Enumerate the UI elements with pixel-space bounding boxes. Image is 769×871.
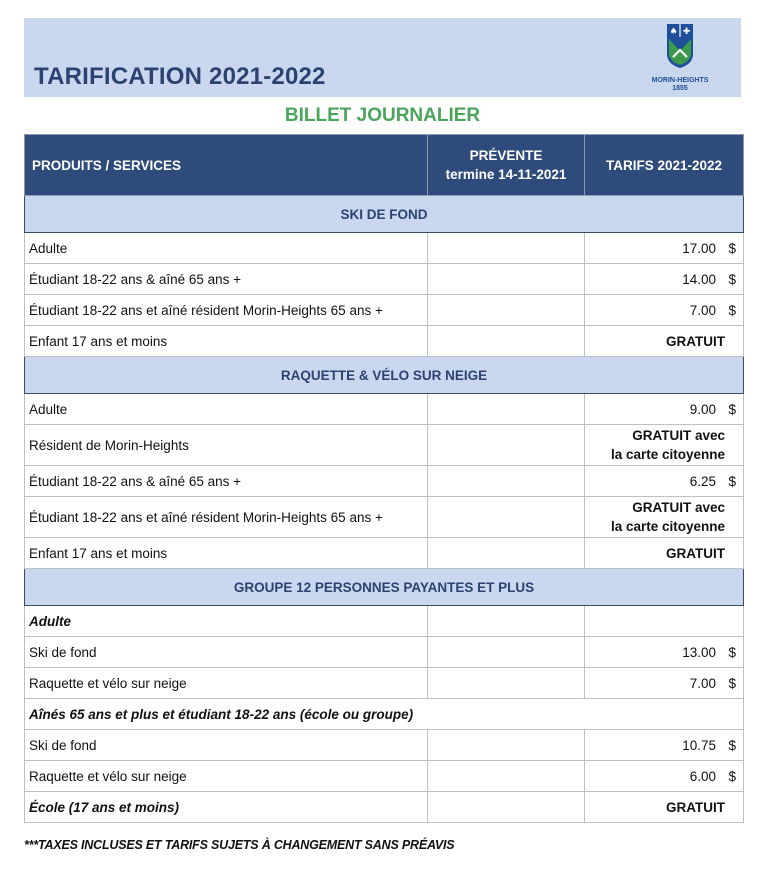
prevente-cell — [428, 792, 585, 823]
prevente-cell — [428, 233, 585, 264]
price-free — [585, 497, 744, 538]
price-amount: 13.00 — [682, 644, 716, 660]
prevente-cell — [428, 538, 585, 569]
price-amount: 9.00 — [689, 401, 716, 417]
row-label: Étudiant 18-22 ans et aîné résident Morin-Heights 65 ans + — [25, 497, 428, 538]
row-label: Étudiant 18-22 ans & aîné 65 ans + — [25, 466, 428, 497]
column-header-prevente-line2: termine 14-11-2021 — [445, 167, 567, 182]
row-label: Étudiant 18-22 ans & aîné 65 ans + — [25, 264, 428, 295]
table-row — [25, 761, 744, 792]
price-cell — [585, 761, 744, 792]
price-free: GRATUIT — [585, 326, 744, 357]
currency-symbol: $ — [728, 240, 736, 256]
currency-symbol: $ — [728, 768, 736, 784]
section-title: RAQUETTE & VÉLO SUR NEIGE — [25, 357, 744, 394]
currency-symbol: $ — [728, 675, 736, 691]
price-amount: 14.00 — [682, 271, 716, 287]
prevente-cell — [428, 497, 585, 538]
price-free: GRATUIT — [585, 538, 744, 569]
price-table — [24, 134, 744, 823]
section-header-row — [25, 196, 744, 233]
currency-symbol: $ — [728, 302, 736, 318]
row-subheading: Adulte — [25, 606, 428, 637]
price-amount: 10.75 — [682, 737, 716, 753]
page-subtitle: BILLET JOURNALIER — [284, 105, 481, 126]
prevente-cell — [428, 264, 585, 295]
price-cell — [585, 295, 744, 326]
row-label: Raquette et vélo sur neige — [25, 668, 428, 699]
row-label: Adulte — [25, 233, 428, 264]
row-label: Enfant 17 ans et moins — [25, 326, 428, 357]
price-free-line2: la carte citoyenne — [610, 519, 725, 534]
header-banner — [24, 18, 741, 97]
prevente-cell — [428, 394, 585, 425]
row-label: Ski de fond — [25, 637, 428, 668]
section-title: GROUPE 12 PERSONNES PAYANTES ET PLUS — [25, 569, 744, 606]
page-title: TARIFICATION 2021-2022 — [34, 63, 326, 90]
row-subheading: Aînés 65 ans et plus et étudiant 18-22 ans (école ou groupe) — [25, 699, 585, 730]
logo-year: 1855 — [672, 85, 688, 92]
price-amount: 7.00 — [689, 675, 716, 691]
logo-name: MORIN-HEIGHTS — [651, 77, 709, 84]
section-header-row — [25, 569, 744, 606]
table-row — [25, 394, 744, 425]
section-title: SKI DE FOND — [25, 196, 744, 233]
row-label: Ski de fond — [25, 730, 428, 761]
price-free-line2: la carte citoyenne — [610, 447, 725, 462]
currency-symbol: $ — [728, 644, 736, 660]
price-cell — [585, 730, 744, 761]
row-label: Enfant 17 ans et moins — [25, 538, 428, 569]
row-label: Résident de Morin-Heights — [25, 425, 428, 466]
table-header-row — [25, 135, 744, 196]
table-row — [25, 326, 744, 357]
table-row — [25, 295, 744, 326]
table-row — [25, 668, 744, 699]
section-header-row — [25, 357, 744, 394]
price-cell — [585, 394, 744, 425]
prevente-cell — [428, 425, 585, 466]
row-label: Adulte — [25, 394, 428, 425]
table-row — [25, 606, 744, 637]
prevente-cell — [428, 326, 585, 357]
price-cell — [585, 264, 744, 295]
column-header-tarifs: TARIFS 2021-2022 — [585, 135, 744, 196]
prevente-cell — [428, 295, 585, 326]
svg-text:✚: ✚ — [682, 27, 691, 37]
column-header-prevente — [428, 135, 585, 196]
price-cell — [585, 668, 744, 699]
prevente-cell — [428, 761, 585, 792]
morin-heights-crest-icon — [667, 24, 693, 68]
table-row — [25, 637, 744, 668]
column-header-products: PRODUITS / SERVICES — [25, 135, 428, 196]
price-amount: 7.00 — [689, 302, 716, 318]
table-row — [25, 264, 744, 295]
table-row — [25, 730, 744, 761]
prevente-cell — [428, 668, 585, 699]
prevente-cell — [428, 606, 585, 637]
price-amount: 17.00 — [682, 240, 716, 256]
row-subheading: École (17 ans et moins) — [25, 792, 428, 823]
currency-symbol: $ — [728, 401, 736, 417]
currency-symbol: $ — [728, 271, 736, 287]
price-free: GRATUIT — [585, 792, 744, 823]
table-row — [25, 425, 744, 466]
logo — [634, 24, 726, 94]
currency-symbol: $ — [728, 737, 736, 753]
table-row — [25, 699, 744, 730]
price-cell — [585, 466, 744, 497]
footer-note: ***TAXES INCLUSES ET TARIFS SUJETS À CHANGEMENT SANS PRÉAVIS — [24, 838, 455, 852]
prevente-cell — [428, 637, 585, 668]
price-cell — [585, 606, 744, 637]
table-row — [25, 233, 744, 264]
price-free — [585, 425, 744, 466]
table-row — [25, 466, 744, 497]
prevente-cell — [428, 730, 585, 761]
price-free-line1: GRATUIT avec — [632, 428, 725, 443]
table-row — [25, 497, 744, 538]
svg-text:♠: ♠ — [669, 27, 678, 37]
row-label: Raquette et vélo sur neige — [25, 761, 428, 792]
table-row — [25, 792, 744, 823]
price-cell — [585, 699, 744, 730]
prevente-cell — [428, 466, 585, 497]
price-free-line1: GRATUIT avec — [632, 500, 725, 515]
table-row — [25, 538, 744, 569]
column-header-prevente-line1: PRÉVENTE — [469, 148, 543, 163]
price-cell — [585, 233, 744, 264]
price-amount: 6.00 — [689, 768, 716, 784]
price-cell — [585, 637, 744, 668]
price-amount: 6.25 — [689, 473, 716, 489]
row-label: Étudiant 18-22 ans et aîné résident Morin-Heights 65 ans + — [25, 295, 428, 326]
currency-symbol: $ — [728, 473, 736, 489]
